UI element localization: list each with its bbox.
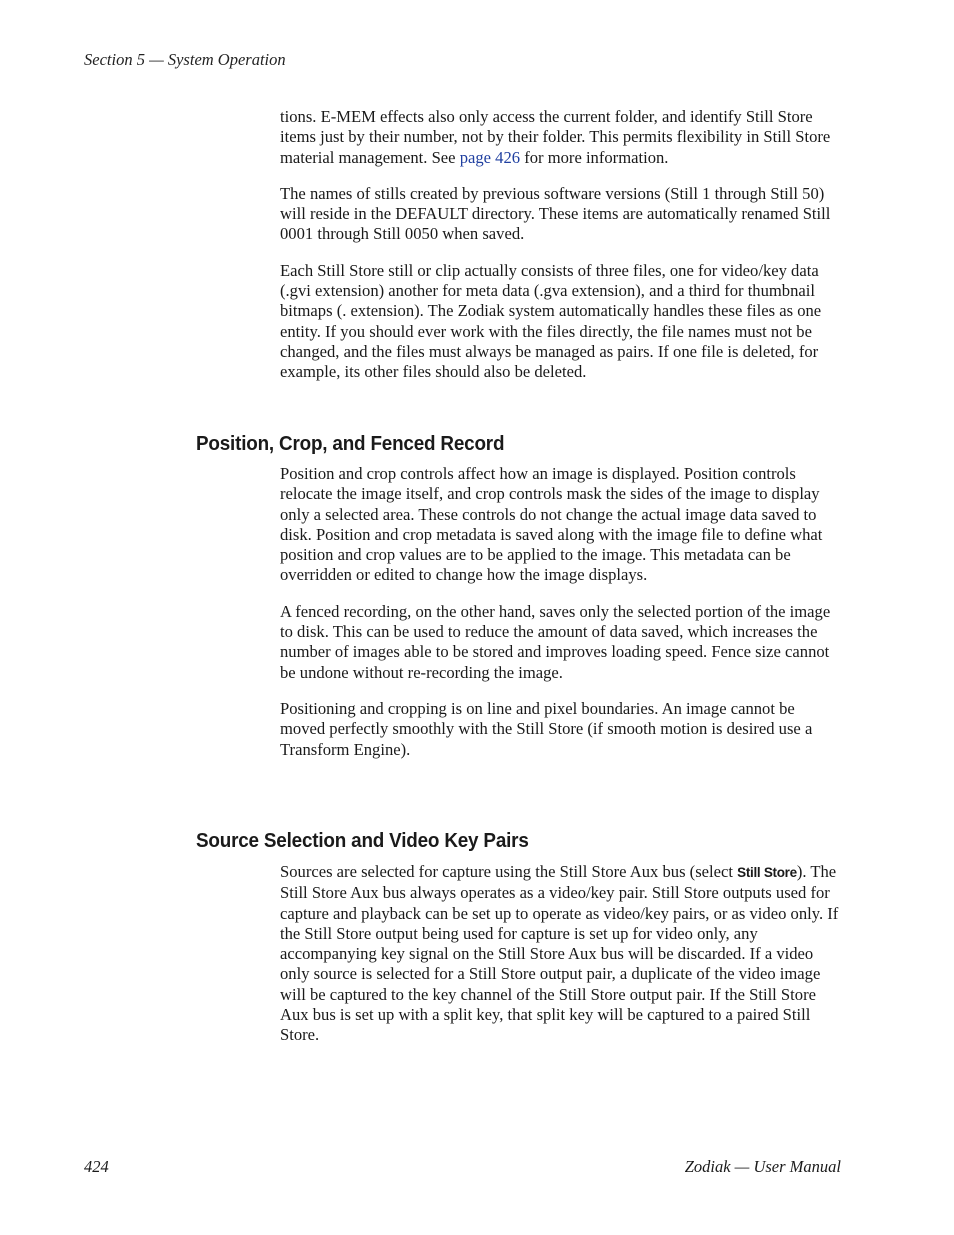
position-paragraph-1: Position and crop controls affect how an image is displayed. Position controls relocate the image itself, and crop controls mask the sides of the image to display only a selected area. These controls do not change the actual image data saved to disk. Position and crop metadata is saved along with the image file to define what position and crop values are to be applied to the image. This metadata can be overridden or edited to change how the image displays. (280, 464, 823, 585)
intro-p1-text: tions. E-MEM effects also only access the current folder, and identify Still Store items just by their number, not by their folder. This permits flexibility in Still Store material management. See (280, 107, 831, 167)
source-p1-text-end: ). The Still Store Aux bus always operates as a video/key pair. Still Store outputs used for capture and playback can be set up to operate as video/key pairs, or as video only. If the Still Store output being used for capture is set up for video only, any accompanying key signal on the Still Store Aux bus will be discarded. If a video only source is selected for a Still Store output pair, a duplicate of the video image will be captured to the key channel of the Still Store output pair. If the Still Store Aux bus is set up with a split key, that split key will be captured to a paired Still Store. (280, 862, 839, 1045)
still-store-ui-label: Still Store (737, 865, 797, 880)
position-crop-body (280, 464, 842, 760)
intro-body (280, 107, 842, 383)
intro-p1-text-end: for more information. (520, 147, 669, 167)
source-paragraph-1 (280, 862, 842, 1046)
intro-paragraph-3: Each Still Store still or clip actually consists of three files, one for video/key data (.gvi extension) another for meta data (.gva extension), and a third for thumbnail bitmaps (. extension). The Zodiak system automatically handles these files as one entity. If you should ever work with the files directly, the file names must not be changed, and the files must always be managed as pairs. If one file is deleted, for example, its other files should also be deleted. (280, 260, 822, 382)
page-426-link[interactable]: page 426 (459, 147, 521, 167)
manual-title: Zodiak — User Manual (684, 1157, 841, 1176)
source-selection-body (280, 862, 842, 1046)
page-number: 424 (84, 1157, 109, 1176)
section-heading-position-crop: Position, Crop, and Fenced Record (196, 432, 505, 455)
intro-paragraph-1 (280, 107, 842, 168)
source-p1-text: Sources are selected for capture using the Still Store Aux bus (select (280, 862, 738, 881)
position-paragraph-2: A fenced recording, on the other hand, saves only the selected portion of the image to disk. This can be used to reduce the amount of data saved, which increases the number of images able to be stored and improves loading speed. Fence size cannot be undone without re-recording the image. (280, 601, 831, 682)
position-paragraph-3: Positioning and cropping is on line and pixel boundaries. An image cannot be moved perfectly smoothly with the Still Store (if smooth motion is desired use a Transform Engine). (280, 698, 813, 759)
section-heading-source-selection: Source Selection and Video Key Pairs (196, 829, 529, 852)
running-head: Section 5 — System Operation (84, 50, 286, 69)
intro-paragraph-2: The names of stills created by previous software versions (Still 1 through Still 50) will reside in the DEFAULT directory. These items are automatically renamed Still 0001 through Still 0050 when saved. (280, 183, 831, 244)
